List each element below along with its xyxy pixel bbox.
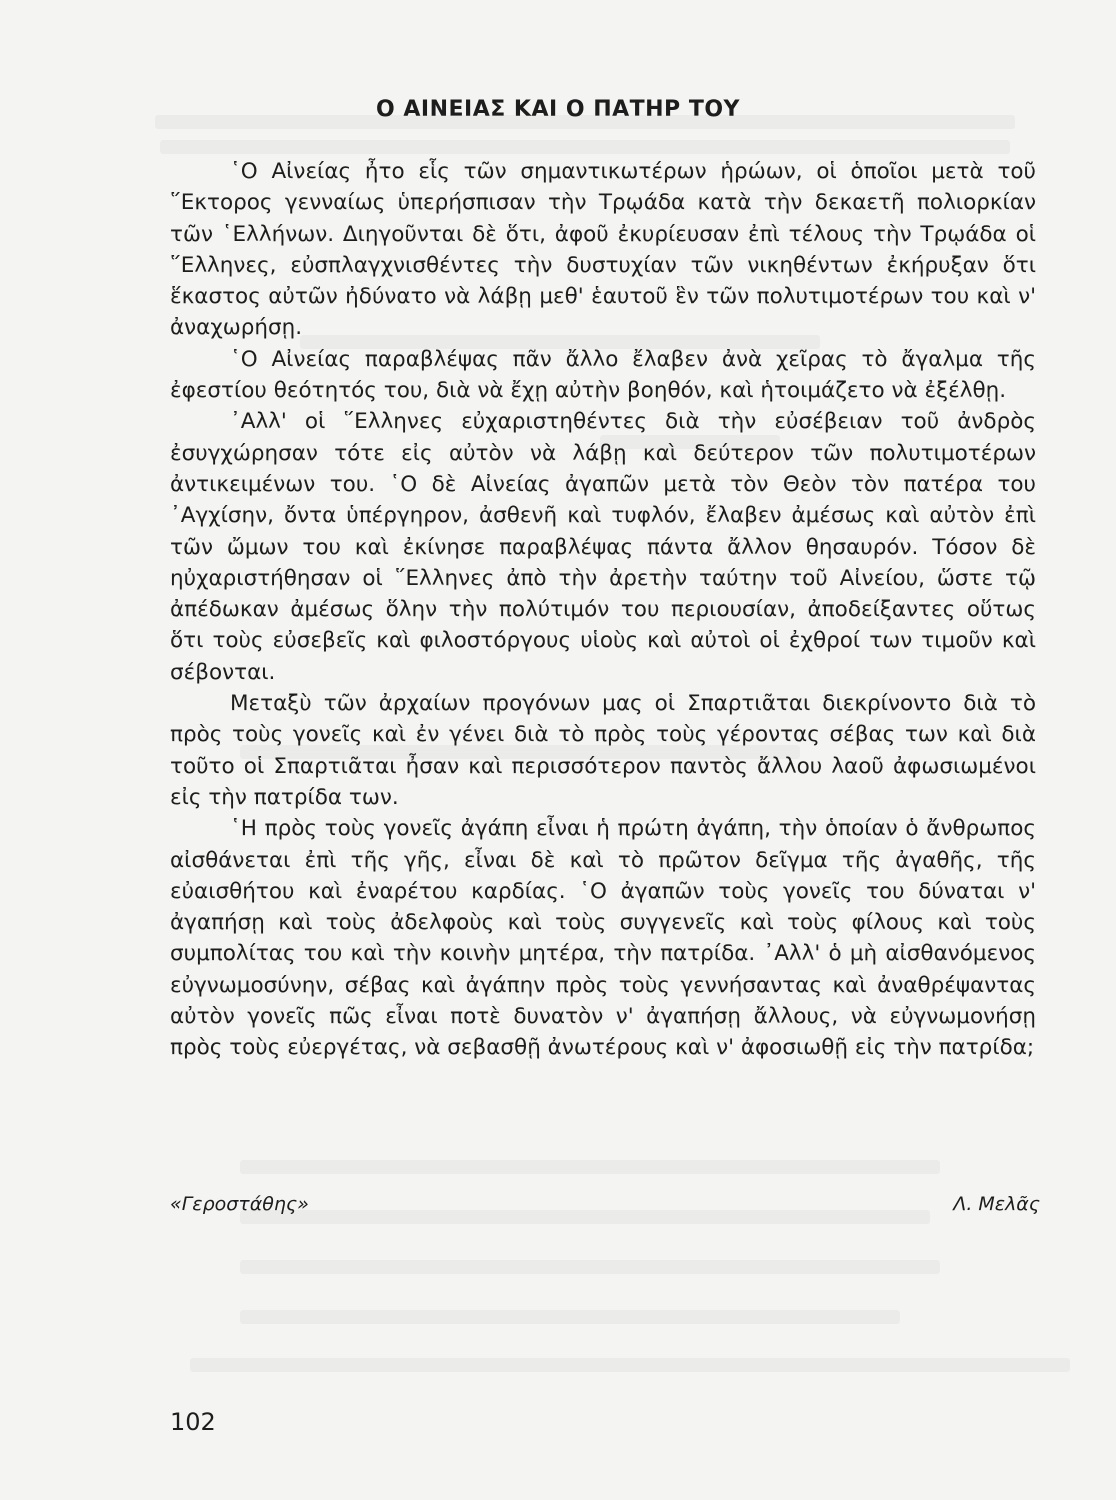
- paragraph-2: ῾Ο Αἰνείας παραβλέψας πᾶν ἄλλο ἔλαβεν ἀνὰ χεῖρας τὸ ἄγαλμα τῆς ἐφεστίου θεότητός του, διὰ νὰ ἔχῃ αὐτὴν βοηθόν, καὶ ἡτοιμάζετο νὰ ἐξέλθῃ.: [170, 346, 1036, 404]
- paragraph-1: ῾Ο Αἰνείας ἦτο εἷς τῶν σημαντικωτέρων ἡρώων, οἱ ὁποῖοι μετὰ τοῦ ῞Εκτορος γενναίως ὑπερήσπισαν τὴν Τρῳάδα κατὰ τὴν δεκαετῆ πολιορκίαν τῶν ῾Ελλήνων. Διηγοῦνται δὲ ὅτι, ἀφοῦ ἐκυρίευσαν ἐπὶ τέλους τὴν Τρῳάδα οἱ ῞Ελληνες, εὐσπλαγχνισθέντες τὴν δυστυχίαν τῶν νικηθέντων ἐκήρυξαν ὅτι ἕκαστος αὐτῶν ἠδύνατο νὰ λάβῃ μεθ' ἑαυτοῦ ἓν τῶν πολυτιμοτέρων του καὶ ν' ἀναχωρήσῃ.: [170, 159, 1036, 341]
- page-title: Ο ΑΙΝΕΙΑΣ ΚΑΙ Ο ΠΑΤΗΡ ΤΟΥ: [376, 97, 740, 122]
- article-body: [170, 156, 1036, 1064]
- page-number: 102: [170, 1408, 216, 1436]
- paragraph-4: Μεταξὺ τῶν ἀρχαίων προγόνων μας οἱ Σπαρτιᾶται διεκρίνοντο διὰ τὸ πρὸς τοὺς γονεῖς καὶ ἐν γένει διὰ τὸ πρὸς τοὺς γέροντας σέβας των καὶ διὰ τοῦτο οἱ Σπαρτιᾶται ἦσαν καὶ περισσότερον παντὸς ἄλλου λαοῦ ἀφωσιωμένοι εἰς τὴν πατρίδα των.: [170, 691, 1036, 810]
- paragraph-3: ᾿Αλλ' οἱ ῞Ελληνες εὐχαριστηθέντες διὰ τὴν εὐσέβειαν τοῦ ἀνδρὸς ἐσυγχώρησαν τότε εἰς αὐτὸν νὰ λάβῃ καὶ δεύτερον τῶν πολυτιμοτέρων ἀντικειμένων του. ῾Ο δὲ Αἰνείας ἀγαπῶν μετὰ τὸν Θεὸν τὸν πατέρα του ᾿Αγχίσην, ὄντα ὑπέργηρον, ἀσθενῆ καὶ τυφλόν, ἔλαβεν ἀμέσως καὶ αὐτὸν ἐπὶ τῶν ὤμων του καὶ ἐκίνησε παραβλέψας πάντα ἄλλον θησαυρόν. Τόσον δὲ ηὐχαριστήθησαν οἱ ῞Ελληνες ἀπὸ τὴν ἀρετὴν ταύτην τοῦ Αἰνείου, ὥστε τῷ ἀπέδωκαν ἀμέσως ὅλην τὴν πολύτιμόν του περιουσίαν, ἀποδείξαντες οὕτως ὅτι τοὺς εὐσεβεῖς καὶ φιλοστόργους υἱοὺς καὶ αὐτοὶ οἱ ἐχθροί των τιμοῦν καὶ σέβονται.: [170, 409, 1036, 685]
- source-citation: «Γεροστάθης»: [170, 1193, 309, 1215]
- author-name: Λ. Μελᾶς: [953, 1193, 1040, 1215]
- paragraph-5: ῾Η πρὸς τοὺς γονεῖς ἀγάπη εἶναι ἡ πρώτη ἀγάπη, τὴν ὁποίαν ὁ ἄνθρωπος αἰσθάνεται ἐπὶ τῆς γῆς, εἶναι δὲ καὶ τὸ πρῶτον δεῖγμα τῆς ἀγαθῆς, τῆς εὐαισθήτου καὶ ἐναρέτου καρδίας. ῾Ο ἀγαπῶν τοὺς γονεῖς του δύναται ν' ἀγαπήσῃ καὶ τοὺς ἀδελφοὺς καὶ τοὺς συγγενεῖς καὶ τοὺς φίλους καὶ τοὺς συμπολίτας του καὶ τὴν κοινὴν μητέρα, τὴν πατρίδα. ᾿Αλλ' ὁ μὴ αἰσθανόμενος εὐγνωμοσύνην, σέβας καὶ ἀγάπην πρὸς τοὺς γεννήσαντας καὶ ἀναθρέψαντας αὐτὸν γονεῖς πῶς εἶναι ποτὲ δυνατὸν ν' ἀγαπήσῃ ἄλλους, νὰ εὐγνωμονήσῃ πρὸς τοὺς εὐεργέτας, νὰ σεβασθῇ ἀνωτέρους καὶ ν' ἀφοσιωθῇ εἰς τὴν πατρίδα;: [170, 816, 1036, 1061]
